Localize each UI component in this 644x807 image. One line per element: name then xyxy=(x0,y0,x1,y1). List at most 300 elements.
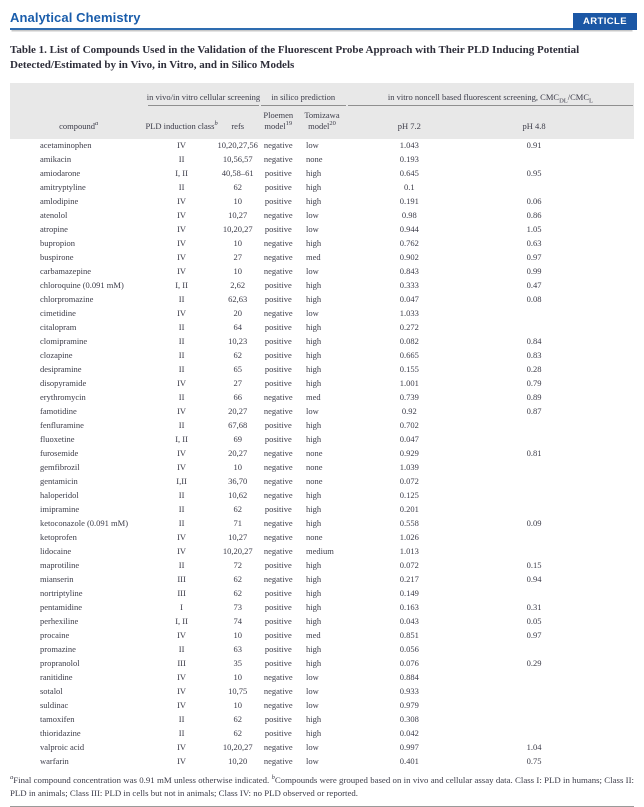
table-row xyxy=(10,391,634,405)
cell-ploemen-model: negative xyxy=(263,476,293,487)
group-label-cellular: in vivo/in vitro cellular screening xyxy=(146,91,261,102)
table-row xyxy=(10,629,634,643)
cell-ploemen-model: positive xyxy=(264,630,292,641)
cell-tomizawa-model: high xyxy=(306,714,322,725)
cell-tomizawa-model: high xyxy=(306,420,322,431)
cell-ploemen-model: negative xyxy=(263,308,293,319)
cell-ph-4-8: 0.99 xyxy=(526,266,542,277)
cell-compound: bupropion xyxy=(40,238,75,249)
cell-ploemen-model: negative xyxy=(263,490,293,501)
cell-compound: haloperidol xyxy=(40,490,79,501)
cell-spacer xyxy=(597,377,635,391)
cell-spacer xyxy=(597,685,635,699)
table-row xyxy=(10,559,634,573)
cell-refs: 27 xyxy=(233,252,242,263)
cell-compound: promazine xyxy=(40,644,76,655)
cell-spacer xyxy=(597,503,635,517)
cell-tomizawa-model: med xyxy=(306,630,321,641)
cell-spacer xyxy=(597,223,635,237)
cell-ph-7-2: 1.026 xyxy=(399,532,419,543)
cell-pld-induction-class: II xyxy=(178,392,185,403)
table-row xyxy=(10,349,634,363)
cell-pld-induction-class: II xyxy=(178,322,185,333)
cell-tomizawa-model: high xyxy=(306,238,322,249)
cell-pld-induction-class: III xyxy=(177,658,186,669)
cell-ph-4-8 xyxy=(472,181,597,195)
table-row xyxy=(10,307,634,321)
cell-refs: 27 xyxy=(233,378,242,389)
cell-spacer xyxy=(597,153,635,167)
cell-compound: disopyramide xyxy=(40,378,87,389)
cell-ph-4-8: 0.95 xyxy=(526,168,542,179)
cell-spacer xyxy=(597,559,635,573)
cell-refs: 64 xyxy=(233,322,242,333)
cell-tomizawa-model: low xyxy=(306,756,319,767)
cell-pld-induction-class: III xyxy=(177,574,186,585)
cell-refs: 10 xyxy=(233,630,242,641)
table-row xyxy=(10,587,634,601)
cell-ploemen-model: positive xyxy=(264,322,292,333)
cell-ploemen-model: negative xyxy=(263,532,293,543)
cell-ploemen-model: negative xyxy=(263,672,293,683)
table-row xyxy=(10,279,634,293)
cell-refs: 10 xyxy=(233,672,242,683)
cell-ploemen-model: negative xyxy=(263,210,293,221)
table-body xyxy=(10,139,634,769)
table-row xyxy=(10,573,634,587)
cell-spacer xyxy=(597,713,635,727)
cell-ph-7-2: 0.072 xyxy=(399,560,419,571)
cell-refs: 72 xyxy=(233,560,242,571)
table-row xyxy=(10,181,634,195)
cell-ploemen-model: positive xyxy=(264,294,292,305)
cell-ph-7-2: 0.308 xyxy=(399,714,419,725)
cell-ph-4-8 xyxy=(472,461,597,475)
cell-ph-7-2: 1.043 xyxy=(399,140,419,151)
table-row xyxy=(10,265,634,279)
cell-ph-4-8 xyxy=(472,685,597,699)
cell-tomizawa-model: med xyxy=(306,392,321,403)
cell-ph-7-2: 0.056 xyxy=(399,644,419,655)
cell-tomizawa-model: high xyxy=(306,574,322,585)
cell-ph-7-2: 0.155 xyxy=(399,364,419,375)
cell-ploemen-model: positive xyxy=(264,280,292,291)
cell-tomizawa-model: low xyxy=(306,210,319,221)
cell-pld-induction-class: IV xyxy=(177,406,187,417)
cell-compound: erythromycin xyxy=(40,392,86,403)
cell-pld-induction-class: I, II xyxy=(175,168,188,179)
cell-pld-induction-class: IV xyxy=(177,700,187,711)
cell-tomizawa-model: high xyxy=(306,728,322,739)
cell-ploemen-model: negative xyxy=(263,140,293,151)
cell-spacer xyxy=(597,545,635,559)
cell-pld-induction-class: IV xyxy=(177,630,187,641)
cell-ph-7-2: 0.076 xyxy=(399,658,419,669)
cell-compound: chloroquine (0.091 mM) xyxy=(40,280,124,291)
cell-spacer xyxy=(597,349,635,363)
cell-spacer xyxy=(597,489,635,503)
cell-tomizawa-model: high xyxy=(306,518,322,529)
cell-compound: gentamicin xyxy=(40,476,78,487)
table-row xyxy=(10,153,634,167)
cell-ploemen-model: positive xyxy=(264,434,292,445)
cell-compound: famotidine xyxy=(40,406,77,417)
cell-ph-4-8 xyxy=(472,643,597,657)
cell-compound: suldinac xyxy=(40,700,69,711)
cell-spacer xyxy=(597,209,635,223)
table-row xyxy=(10,167,634,181)
cell-spacer xyxy=(597,447,635,461)
cell-ph-7-2: 0.043 xyxy=(399,616,419,627)
cell-ph-7-2: 1.039 xyxy=(399,462,419,473)
cell-ph-7-2: 0.929 xyxy=(399,448,419,459)
cell-pld-induction-class: II xyxy=(178,490,185,501)
table-row xyxy=(10,643,634,657)
cell-ph-7-2: 0.902 xyxy=(399,252,419,263)
cell-pld-induction-class: II xyxy=(178,504,185,515)
cell-ph-4-8: 1.04 xyxy=(526,742,542,753)
cell-refs: 20,27 xyxy=(228,406,248,417)
cell-pld-induction-class: IV xyxy=(177,196,187,207)
group-header-fluorescent-screening xyxy=(347,83,634,106)
cell-compound: buspirone xyxy=(40,252,74,263)
table-caption: Table 1. List of Compounds Used in the Validation of the Fluorescent Probe Approach with Their PLD Inducing Potential Detected/Estimated by in Vivo, in Vitro, and in Silico Models xyxy=(10,44,580,72)
cell-spacer xyxy=(597,251,635,265)
cell-refs: 66 xyxy=(233,392,242,403)
cell-refs: 71 xyxy=(233,518,242,529)
cell-compound: furosemide xyxy=(40,448,79,459)
cell-spacer xyxy=(597,167,635,181)
cell-pld-induction-class: IV xyxy=(177,378,187,389)
cell-ph-4-8: 0.79 xyxy=(526,378,542,389)
cell-tomizawa-model: high xyxy=(306,490,322,501)
cell-compound: tamoxifen xyxy=(40,714,75,725)
cell-ploemen-model: positive xyxy=(264,588,292,599)
cell-tomizawa-model: high xyxy=(306,560,322,571)
cell-ploemen-model: negative xyxy=(263,686,293,697)
cell-pld-induction-class: II xyxy=(178,336,185,347)
cell-tomizawa-model: high xyxy=(306,350,322,361)
cell-spacer xyxy=(597,573,635,587)
cell-tomizawa-model: low xyxy=(306,224,319,235)
cell-ph-4-8 xyxy=(472,727,597,741)
cell-compound: ketoprofen xyxy=(40,532,77,543)
cell-spacer xyxy=(597,629,635,643)
cell-ph-4-8 xyxy=(472,307,597,321)
cell-ph-7-2: 0.702 xyxy=(399,420,419,431)
cell-ph-7-2: 0.125 xyxy=(399,490,419,501)
cell-compound: propranolol xyxy=(40,658,80,669)
cell-ph-4-8: 0.15 xyxy=(526,560,542,571)
cell-refs: 10,56,57 xyxy=(222,154,253,165)
cell-ploemen-model: negative xyxy=(263,252,293,263)
cell-spacer xyxy=(597,279,635,293)
cell-ph-4-8: 0.75 xyxy=(526,756,542,767)
table-row xyxy=(10,475,634,489)
cell-ph-7-2: 0.979 xyxy=(399,700,419,711)
cell-ph-4-8: 0.31 xyxy=(526,602,542,613)
cell-ploemen-model: negative xyxy=(263,154,293,165)
group-header-spacer xyxy=(10,83,147,106)
cell-tomizawa-model: low xyxy=(306,140,319,151)
group-header-in-silico xyxy=(260,83,347,106)
cell-compound: perhexiline xyxy=(40,616,79,627)
cell-pld-induction-class: IV xyxy=(177,532,187,543)
cell-ph-4-8 xyxy=(472,321,597,335)
cell-ph-7-2: 0.217 xyxy=(399,574,419,585)
cell-compound: sotalol xyxy=(40,686,63,697)
cell-spacer xyxy=(597,671,635,685)
cell-tomizawa-model: high xyxy=(306,364,322,375)
cell-pld-induction-class: III xyxy=(177,588,186,599)
cell-pld-induction-class: II xyxy=(178,728,185,739)
table-row xyxy=(10,713,634,727)
cell-ph-7-2: 0.558 xyxy=(399,518,419,529)
cell-tomizawa-model: high xyxy=(306,616,322,627)
cell-tomizawa-model: high xyxy=(306,658,322,669)
col-header-tomizawa-model: Tomizawa model$^{20}$ xyxy=(297,106,347,139)
cell-tomizawa-model: none xyxy=(306,154,323,165)
cell-refs: 10,20 xyxy=(228,756,248,767)
cell-ph-7-2: 0.193 xyxy=(399,154,419,165)
table-row xyxy=(10,503,634,517)
table-row xyxy=(10,321,634,335)
cell-refs: 35 xyxy=(233,658,242,669)
cell-ph-4-8: 0.94 xyxy=(526,574,542,585)
cell-ph-4-8 xyxy=(472,671,597,685)
table-row xyxy=(10,727,634,741)
cell-tomizawa-model: low xyxy=(306,700,319,711)
cell-ploemen-model: negative xyxy=(263,238,293,249)
table-head xyxy=(10,83,634,139)
cell-spacer xyxy=(597,139,635,153)
cell-compound: procaine xyxy=(40,630,70,641)
cell-pld-induction-class: II xyxy=(178,364,185,375)
column-header-row xyxy=(10,106,634,139)
cell-pld-induction-class: II xyxy=(178,294,185,305)
cell-pld-induction-class: IV xyxy=(177,742,187,753)
table-row xyxy=(10,363,634,377)
cell-ph-7-2: 0.851 xyxy=(399,630,419,641)
cell-compound: desipramine xyxy=(40,364,82,375)
cell-tomizawa-model: high xyxy=(306,378,322,389)
cell-tomizawa-model: med xyxy=(306,252,321,263)
table-row xyxy=(10,461,634,475)
cell-compound: acetaminophen xyxy=(40,140,92,151)
cell-refs: 40,58–61 xyxy=(221,168,254,179)
cell-pld-induction-class: IV xyxy=(177,448,187,459)
cell-refs: 36,70 xyxy=(228,476,248,487)
cell-compound: fenfluramine xyxy=(40,420,84,431)
cell-tomizawa-model: low xyxy=(306,406,319,417)
cell-refs: 10,27 xyxy=(228,210,248,221)
cell-ph-4-8: 0.09 xyxy=(526,518,542,529)
cell-ph-4-8: 0.05 xyxy=(526,616,542,627)
table-row xyxy=(10,755,634,769)
cell-ph-7-2: 0.047 xyxy=(399,294,419,305)
cell-pld-induction-class: II xyxy=(178,518,185,529)
cell-ph-4-8 xyxy=(472,153,597,167)
cell-tomizawa-model: high xyxy=(306,588,322,599)
cell-refs: 10,27 xyxy=(228,532,248,543)
cell-ph-4-8: 0.83 xyxy=(526,350,542,361)
table-row xyxy=(10,447,634,461)
cell-compound: valproic acid xyxy=(40,742,85,753)
cell-spacer xyxy=(597,391,635,405)
cell-pld-induction-class: II xyxy=(178,714,185,725)
cell-ph-4-8 xyxy=(472,699,597,713)
cell-tomizawa-model: high xyxy=(306,182,322,193)
cell-tomizawa-model: high xyxy=(306,322,322,333)
col-header-refs: refs xyxy=(216,106,260,139)
cell-compound: chlorpromazine xyxy=(40,294,94,305)
cell-ph-7-2: 0.762 xyxy=(399,238,419,249)
cell-compound: warfarin xyxy=(40,756,69,767)
cell-ploemen-model: positive xyxy=(264,364,292,375)
cell-ph-4-8 xyxy=(472,587,597,601)
cell-pld-induction-class: I xyxy=(180,602,183,613)
group-label-fluorescent: in vitro noncell based fluorescent screening, $CMC_{DL}/CMC_L$ xyxy=(387,91,593,105)
cell-pld-induction-class: IV xyxy=(177,686,187,697)
cell-pld-induction-class: IV xyxy=(177,224,187,235)
cell-ph-7-2: 0.1 xyxy=(403,182,415,193)
cell-pld-induction-class: IV xyxy=(177,252,187,263)
cell-ploemen-model: negative xyxy=(263,406,293,417)
cell-pld-induction-class: IV xyxy=(177,210,187,221)
table-row xyxy=(10,293,634,307)
cell-compound: atropine xyxy=(40,224,68,235)
cell-pld-induction-class: II xyxy=(178,644,185,655)
cell-spacer xyxy=(597,699,635,713)
cell-tomizawa-model: low xyxy=(306,686,319,697)
cell-ph-7-2: 0.884 xyxy=(399,672,419,683)
cell-ph-4-8: 0.08 xyxy=(526,294,542,305)
cell-refs: 20 xyxy=(233,308,242,319)
cell-refs: 10,20,27 xyxy=(222,224,253,235)
cell-ph-7-2: 0.272 xyxy=(399,322,419,333)
cell-spacer xyxy=(597,531,635,545)
cell-ph-4-8: 0.29 xyxy=(526,658,542,669)
cell-pld-induction-class: II xyxy=(178,182,185,193)
cell-spacer xyxy=(597,727,635,741)
cell-pld-induction-class: IV xyxy=(177,756,187,767)
cell-spacer xyxy=(597,307,635,321)
cell-spacer xyxy=(597,405,635,419)
cell-pld-induction-class: IV xyxy=(177,238,187,249)
table-row xyxy=(10,531,634,545)
cell-compound: ranitidine xyxy=(40,672,73,683)
table-footnote xyxy=(10,774,634,807)
cell-refs: 62 xyxy=(233,714,242,725)
cell-compound: maprotiline xyxy=(40,560,80,571)
cell-refs: 10,62 xyxy=(228,490,248,501)
cell-tomizawa-model: high xyxy=(306,294,322,305)
cell-ph-4-8: 0.87 xyxy=(526,406,542,417)
col-header-ploemen-model: Ploemen model$^{19}$ xyxy=(260,106,297,139)
cell-spacer xyxy=(597,195,635,209)
cell-ph-4-8: 0.86 xyxy=(526,210,542,221)
cell-ph-7-2: 0.047 xyxy=(399,434,419,445)
cell-compound: fluoxetine xyxy=(40,434,75,445)
cell-ph-4-8 xyxy=(472,503,597,517)
cell-ploemen-model: positive xyxy=(264,714,292,725)
cell-tomizawa-model: none xyxy=(306,448,323,459)
cell-spacer xyxy=(597,433,635,447)
cell-pld-induction-class: II xyxy=(178,420,185,431)
cell-pld-induction-class: IV xyxy=(177,462,187,473)
cell-refs: 63 xyxy=(233,644,242,655)
cell-refs: 10 xyxy=(233,462,242,473)
cell-ph-7-2: 0.201 xyxy=(399,504,419,515)
cell-refs: 10,20,27 xyxy=(222,546,253,557)
cell-ph-7-2: 0.072 xyxy=(399,476,419,487)
cell-tomizawa-model: low xyxy=(306,742,319,753)
masthead xyxy=(10,6,634,30)
table-row xyxy=(10,139,634,153)
cell-compound: carbamazepine xyxy=(40,266,91,277)
table-row xyxy=(10,545,634,559)
table-row xyxy=(10,601,634,615)
cell-pld-induction-class: I, II xyxy=(175,280,188,291)
cell-tomizawa-model: medium xyxy=(306,546,334,557)
cell-compound: atenolol xyxy=(40,210,68,221)
table-row xyxy=(10,671,634,685)
cell-refs: 10 xyxy=(233,700,242,711)
cell-ploemen-model: positive xyxy=(264,658,292,669)
cell-tomizawa-model: none xyxy=(306,532,323,543)
cell-ploemen-model: negative xyxy=(263,448,293,459)
table-row xyxy=(10,517,634,531)
cell-ph-7-2: 0.665 xyxy=(399,350,419,361)
cell-tomizawa-model: low xyxy=(306,672,319,683)
cell-compound: ketoconazole (0.091 mM) xyxy=(40,518,129,529)
cell-compound: imipramine xyxy=(40,504,80,515)
cell-ploemen-model: positive xyxy=(264,168,292,179)
cell-ph-7-2: 0.042 xyxy=(399,728,419,739)
cell-spacer xyxy=(597,657,635,671)
cell-compound: mianserin xyxy=(40,574,74,585)
cell-ph-4-8 xyxy=(472,545,597,559)
cell-ploemen-model: positive xyxy=(264,602,292,613)
cell-ph-7-2: 0.997 xyxy=(399,742,419,753)
cell-ploemen-model: positive xyxy=(264,350,292,361)
cell-ploemen-model: negative xyxy=(263,546,293,557)
cell-spacer xyxy=(597,419,635,433)
cell-refs: 62 xyxy=(233,574,242,585)
table-row xyxy=(10,405,634,419)
cell-spacer xyxy=(597,363,635,377)
cell-spacer xyxy=(597,335,635,349)
table-row xyxy=(10,699,634,713)
cell-ph-4-8 xyxy=(472,419,597,433)
cell-compound: gemfibrozil xyxy=(40,462,80,473)
cell-pld-induction-class: II xyxy=(178,154,185,165)
cell-ploemen-model: positive xyxy=(264,336,292,347)
cell-ph-4-8: 0.28 xyxy=(526,364,542,375)
cell-ph-4-8 xyxy=(472,489,597,503)
cell-spacer xyxy=(597,643,635,657)
cell-tomizawa-model: high xyxy=(306,644,322,655)
group-label-silico: in silico prediction xyxy=(271,91,336,102)
cell-ploemen-model: negative xyxy=(263,266,293,277)
cell-ploemen-model: positive xyxy=(264,644,292,655)
col-header-ph-7-2: pH 7.2 xyxy=(347,106,472,139)
cell-ploemen-model: positive xyxy=(264,182,292,193)
cell-compound: clomipramine xyxy=(40,336,88,347)
cell-ph-7-2: 0.191 xyxy=(399,196,419,207)
cell-refs: 69 xyxy=(233,434,242,445)
table-row xyxy=(10,657,634,671)
